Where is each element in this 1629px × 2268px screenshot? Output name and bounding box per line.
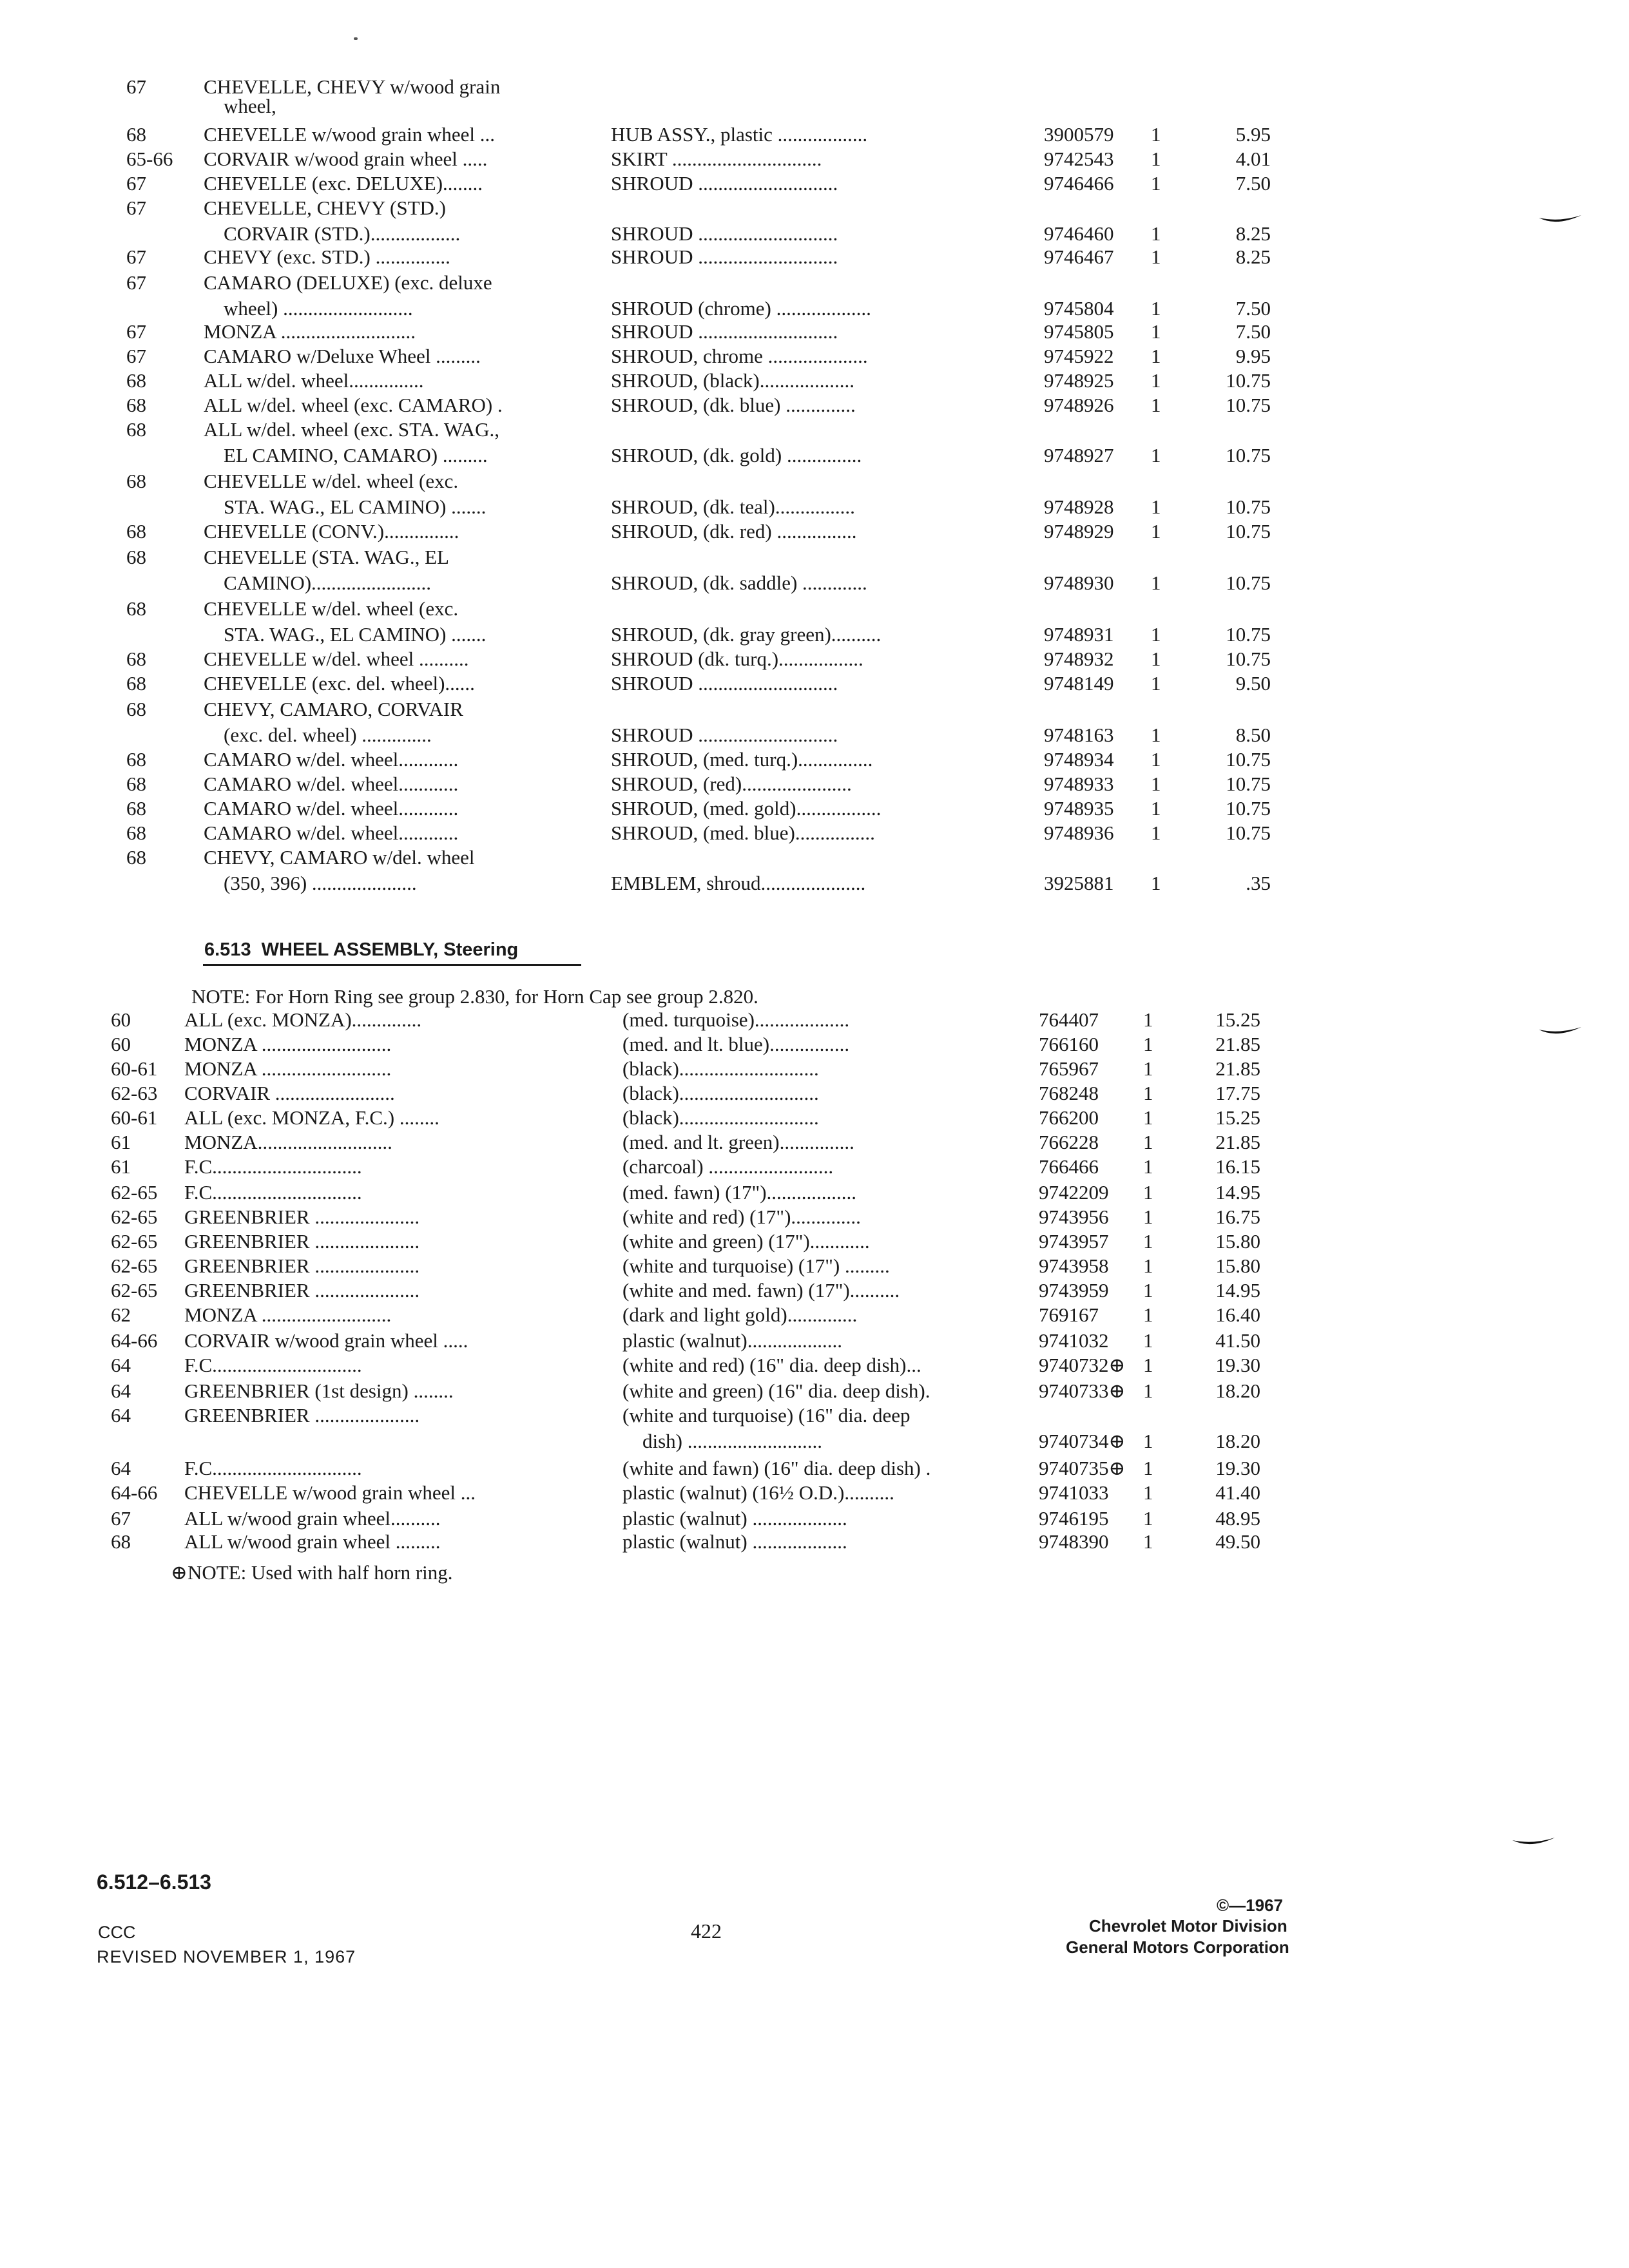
cell-number: 9748929 (1044, 520, 1114, 543)
section-6513-note: NOTE: For Horn Ring see group 2.830, for Horn Cap see group 2.820. (191, 985, 758, 1008)
cell-year: 60 (111, 1033, 131, 1055)
cell-model: ALL w/wood grain wheel.......... (184, 1507, 441, 1530)
cell-qty: 1 (1151, 369, 1161, 392)
cell-qty: 1 (1151, 172, 1161, 195)
cell-model: CHEVELLE w/del. wheel (exc. (204, 597, 459, 620)
cell-qty: 1 (1151, 297, 1161, 320)
cell-number: 9746466 (1044, 172, 1114, 195)
cell-price: 14.95 (1215, 1181, 1260, 1204)
cell-number: 9748926 (1044, 394, 1114, 416)
binder-tick-mark (1511, 1835, 1556, 1849)
cell-model: GREENBRIER ..................... (184, 1206, 420, 1228)
section-6513-footnote: ⊕NOTE: Used with half horn ring. (171, 1561, 453, 1584)
cell-qty: 1 (1151, 520, 1161, 543)
cell-part: SHROUD (chrome) ................... (611, 297, 871, 320)
cell-price: 9.95 (1235, 345, 1271, 367)
cell-price: 16.15 (1215, 1155, 1260, 1178)
cell-year: 68 (126, 797, 146, 820)
cell-part: (black)............................ (622, 1106, 819, 1129)
cell-part: dish) ........................... (622, 1430, 822, 1452)
cell-price: 8.25 (1235, 222, 1271, 245)
cell-qty: 1 (1151, 148, 1161, 170)
page-number: 422 (691, 1919, 722, 1943)
cell-year: 64 (111, 1379, 131, 1402)
cell-price: 49.50 (1215, 1530, 1260, 1553)
cell-qty: 1 (1143, 1430, 1153, 1452)
cell-year: 68 (126, 520, 146, 543)
cell-part: (white and green) (16" dia. deep dish). (622, 1379, 930, 1402)
cell-part: (white and red) (16" dia. deep dish)... (622, 1354, 921, 1376)
cell-qty: 1 (1151, 797, 1161, 820)
cell-year: 62-65 (111, 1254, 158, 1277)
cell-model: STA. WAG., EL CAMINO) ....... (204, 495, 487, 518)
cell-number: 9742543 (1044, 148, 1114, 170)
cell-part: SHROUD, (dk. gold) ............... (611, 444, 862, 466)
cell-number: 768248 (1039, 1082, 1099, 1104)
cell-number: 9740733⊕ (1039, 1379, 1126, 1402)
cell-year: 64-66 (111, 1329, 158, 1352)
cell-price: 15.25 (1215, 1008, 1260, 1031)
cell-year: 68 (126, 822, 146, 844)
cell-model: CORVAIR ........................ (184, 1082, 395, 1104)
cell-qty: 1 (1151, 672, 1161, 695)
cell-price: 10.75 (1226, 797, 1271, 820)
cell-number: 3900579 (1044, 123, 1114, 146)
cell-qty: 1 (1143, 1530, 1153, 1553)
cell-year: 67 (126, 172, 146, 195)
cell-qty: 1 (1143, 1507, 1153, 1530)
cell-qty: 1 (1151, 748, 1161, 771)
cell-price: 7.50 (1235, 297, 1271, 320)
cell-part: SHROUD, (dk. red) ................ (611, 520, 857, 543)
cell-number: 766466 (1039, 1155, 1099, 1178)
cell-part: SHROUD, (black)................... (611, 369, 854, 392)
cell-number: 9746460 (1044, 222, 1114, 245)
cell-price: 10.75 (1226, 773, 1271, 795)
cell-part: SHROUD ............................ (611, 172, 838, 195)
cell-model: ALL (exc. MONZA, F.C.) ........ (184, 1106, 439, 1129)
cell-price: 15.80 (1215, 1254, 1260, 1277)
cell-part: (black)............................ (622, 1082, 819, 1104)
cell-year: 60-61 (111, 1057, 158, 1080)
cell-model: ALL w/del. wheel (exc. STA. WAG., (204, 418, 499, 441)
corporation: General Motors Corporation (1066, 1937, 1289, 1957)
cell-year: 68 (126, 773, 146, 795)
cell-part: SHROUD ............................ (611, 222, 838, 245)
cell-year: 67 (126, 271, 146, 294)
cell-part: plastic (walnut) (16½ O.D.).......... (622, 1481, 894, 1504)
cell-model: MONZA........................... (184, 1131, 392, 1153)
cell-part: SHROUD (dk. turq.)................. (611, 648, 863, 670)
cell-model: (exc. del. wheel) .............. (204, 724, 432, 746)
cell-qty: 1 (1151, 345, 1161, 367)
cell-model: CAMINO)........................ (204, 572, 432, 594)
cell-price: 18.20 (1215, 1430, 1260, 1452)
cell-model: F.C.............................. (184, 1457, 362, 1479)
cell-model: F.C.............................. (184, 1155, 362, 1178)
cell-qty: 1 (1143, 1481, 1153, 1504)
cell-price: 10.75 (1226, 520, 1271, 543)
cell-model: ALL (exc. MONZA).............. (184, 1008, 422, 1031)
heading-underline (203, 964, 581, 966)
cell-model: MONZA ........................... (204, 320, 416, 343)
cell-model: GREENBRIER ..................... (184, 1230, 420, 1253)
cell-qty: 1 (1143, 1206, 1153, 1228)
cell-part: (black)............................ (622, 1057, 819, 1080)
cell-year: 61 (111, 1131, 131, 1153)
cell-model: CHEVELLE w/del. wheel (exc. (204, 470, 459, 492)
cell-part: SHROUD, (med. gold)................. (611, 797, 882, 820)
cell-price: 41.50 (1215, 1329, 1260, 1352)
cell-price: 16.40 (1215, 1303, 1260, 1326)
cell-year: 64 (111, 1457, 131, 1479)
cell-price: 19.30 (1215, 1354, 1260, 1376)
cell-part: SHROUD, (dk. saddle) ............. (611, 572, 867, 594)
cell-part: HUB ASSY., plastic .................. (611, 123, 868, 146)
cell-year: 65-66 (126, 148, 173, 170)
cell-year: 67 (126, 320, 146, 343)
cell-part: (white and green) (17")............ (622, 1230, 870, 1253)
cell-number: 9746467 (1044, 245, 1114, 268)
cell-number: 9748163 (1044, 724, 1114, 746)
cell-price: 10.75 (1226, 822, 1271, 844)
cell-qty: 1 (1143, 1033, 1153, 1055)
cell-year: 67 (126, 245, 146, 268)
cell-price: 19.30 (1215, 1457, 1260, 1479)
cell-number: 9748936 (1044, 822, 1114, 844)
cell-model: CHEVY, CAMARO, CORVAIR (204, 698, 463, 720)
cell-model: F.C.............................. (184, 1354, 362, 1376)
cell-part: (dark and light gold).............. (622, 1303, 858, 1326)
cell-part: SHROUD, (dk. blue) .............. (611, 394, 856, 416)
cell-price: 4.01 (1235, 148, 1271, 170)
cell-qty: 1 (1151, 245, 1161, 268)
cell-number: 9743959 (1039, 1279, 1109, 1302)
cell-number: 9741032 (1039, 1329, 1109, 1352)
cell-qty: 1 (1151, 495, 1161, 518)
cell-qty: 1 (1143, 1379, 1153, 1402)
cell-year: 68 (126, 123, 146, 146)
cell-qty: 1 (1143, 1057, 1153, 1080)
cell-part: SHROUD ............................ (611, 245, 838, 268)
cell-part: SKIRT .............................. (611, 148, 822, 170)
cell-number: 766228 (1039, 1131, 1099, 1153)
cell-qty: 1 (1143, 1303, 1153, 1326)
cell-year: 62 (111, 1303, 131, 1326)
cell-year: 68 (126, 748, 146, 771)
cell-year: 67 (126, 197, 146, 219)
cell-model: wheel, (204, 95, 276, 117)
cell-year: 68 (126, 470, 146, 492)
cell-model: CHEVELLE w/wood grain wheel ... (184, 1481, 476, 1504)
cell-number: 9742209 (1039, 1181, 1109, 1204)
cell-price: 10.75 (1226, 623, 1271, 646)
cell-year: 68 (111, 1530, 131, 1553)
cell-year: 68 (126, 597, 146, 620)
cell-year: 68 (126, 369, 146, 392)
cell-year: 68 (126, 698, 146, 720)
cell-number: 9748928 (1044, 495, 1114, 518)
cell-year: 62-63 (111, 1082, 158, 1104)
cell-price: 14.95 (1215, 1279, 1260, 1302)
cell-part: SHROUD, (dk. gray green).......... (611, 623, 882, 646)
cell-part: plastic (walnut) ................... (622, 1507, 847, 1530)
cell-model: MONZA .......................... (184, 1057, 392, 1080)
cell-model: CAMARO w/Deluxe Wheel ......... (204, 345, 481, 367)
cell-number: 9740735⊕ (1039, 1457, 1126, 1479)
cell-number: 769167 (1039, 1303, 1099, 1326)
cell-year: 67 (126, 345, 146, 367)
cell-part: SHROUD, (dk. teal)................ (611, 495, 855, 518)
cell-year: 68 (126, 648, 146, 670)
cell-part: (white and med. fawn) (17").......... (622, 1279, 900, 1302)
cell-qty: 1 (1143, 1106, 1153, 1129)
cell-year: 64 (111, 1354, 131, 1376)
cell-price: 41.40 (1215, 1481, 1260, 1504)
cell-price: 18.20 (1215, 1379, 1260, 1402)
cell-qty: 1 (1151, 648, 1161, 670)
cell-part: (white and turquoise) (17") ......... (622, 1254, 890, 1277)
cell-part: (med. and lt. green)............... (622, 1131, 854, 1153)
cell-price: 10.75 (1226, 572, 1271, 594)
cell-number: 3925881 (1044, 872, 1114, 894)
cell-model: GREENBRIER (1st design) ........ (184, 1379, 454, 1402)
cell-number: 9748149 (1044, 672, 1114, 695)
cell-price: 15.25 (1215, 1106, 1260, 1129)
cell-model: (350, 396) ..................... (204, 872, 417, 894)
cell-model: GREENBRIER ..................... (184, 1254, 420, 1277)
cell-qty: 1 (1143, 1254, 1153, 1277)
cell-part: SHROUD, (med. turq.)............... (611, 748, 873, 771)
cell-number: 9741033 (1039, 1481, 1109, 1504)
cell-number: 9748927 (1044, 444, 1114, 466)
cell-year: 68 (126, 546, 146, 568)
binder-tick-mark (1537, 1024, 1583, 1039)
binder-tick-mark (1537, 213, 1583, 227)
cell-model: wheel) .......................... (204, 297, 413, 320)
cell-model: CORVAIR w/wood grain wheel ..... (204, 148, 488, 170)
cell-model: ALL w/del. wheel............... (204, 369, 424, 392)
cell-model: MONZA .......................... (184, 1303, 392, 1326)
cell-price: 48.95 (1215, 1507, 1260, 1530)
cell-part: (med. fawn) (17").................. (622, 1181, 857, 1204)
cell-number: 9743958 (1039, 1254, 1109, 1277)
cell-model: CHEVELLE, CHEVY w/wood grain (204, 75, 501, 98)
cell-model: ALL w/wood grain wheel ......... (184, 1530, 441, 1553)
cell-year: 62-65 (111, 1206, 158, 1228)
cell-year: 62-65 (111, 1181, 158, 1204)
cell-price: 7.50 (1235, 172, 1271, 195)
cell-model: MONZA .......................... (184, 1033, 392, 1055)
cell-year: 68 (126, 394, 146, 416)
catalog-code: CCC (98, 1923, 136, 1942)
cell-qty: 1 (1143, 1279, 1153, 1302)
cell-number: 764407 (1039, 1008, 1099, 1031)
cell-number: 9740732⊕ (1039, 1354, 1126, 1376)
cell-model: CAMARO w/del. wheel............ (204, 748, 459, 771)
cell-model: CHEVELLE w/wood grain wheel ... (204, 123, 495, 146)
cell-number: 9745804 (1044, 297, 1114, 320)
cell-number: 9748935 (1044, 797, 1114, 820)
cell-model: GREENBRIER ..................... (184, 1279, 420, 1302)
cell-qty: 1 (1151, 222, 1161, 245)
cell-number: 9748925 (1044, 369, 1114, 392)
cell-number: 9748931 (1044, 623, 1114, 646)
cell-part: (white and turquoise) (16" dia. deep (622, 1404, 911, 1427)
cell-price: 10.75 (1226, 394, 1271, 416)
cell-model: EL CAMINO, CAMARO) ......... (204, 444, 488, 466)
cell-price: 10.75 (1226, 369, 1271, 392)
cell-model: CAMARO w/del. wheel............ (204, 822, 459, 844)
cell-number: 9740734⊕ (1039, 1430, 1126, 1452)
cell-part: (white and fawn) (16" dia. deep dish) . (622, 1457, 931, 1479)
cell-number: 9743957 (1039, 1230, 1109, 1253)
cell-model: CHEVELLE (exc. DELUXE)........ (204, 172, 483, 195)
cell-price: 5.95 (1235, 123, 1271, 146)
cell-number: 9746195 (1039, 1507, 1109, 1530)
cell-number: 9748932 (1044, 648, 1114, 670)
cell-price: 17.75 (1215, 1082, 1260, 1104)
cell-model: F.C.............................. (184, 1181, 362, 1204)
cell-number: 9748930 (1044, 572, 1114, 594)
cell-qty: 1 (1151, 623, 1161, 646)
cell-model: CHEVELLE (STA. WAG., EL (204, 546, 449, 568)
cell-year: 68 (126, 418, 146, 441)
section-6513-heading: 6.513 WHEEL ASSEMBLY, Steering (204, 939, 519, 960)
cell-qty: 1 (1151, 872, 1161, 894)
cell-qty: 1 (1143, 1082, 1153, 1104)
cell-year: 60 (111, 1008, 131, 1031)
cell-price: 10.75 (1226, 495, 1271, 518)
cell-part: (med. and lt. blue)................ (622, 1033, 850, 1055)
cell-part: (charcoal) ......................... (622, 1155, 834, 1178)
cell-model: CHEVY (exc. STD.) ............... (204, 245, 450, 268)
cell-year: 62-65 (111, 1230, 158, 1253)
cell-price: 7.50 (1235, 320, 1271, 343)
cell-price: 21.85 (1215, 1131, 1260, 1153)
cell-qty: 1 (1143, 1230, 1153, 1253)
cell-part: SHROUD, (med. blue)................ (611, 822, 875, 844)
cell-model: CORVAIR w/wood grain wheel ..... (184, 1329, 468, 1352)
cell-qty: 1 (1151, 822, 1161, 844)
cell-year: 64-66 (111, 1481, 158, 1504)
cell-price: 9.50 (1235, 672, 1271, 695)
cell-year: 62-65 (111, 1279, 158, 1302)
cell-qty: 1 (1151, 320, 1161, 343)
cell-qty: 1 (1143, 1457, 1153, 1479)
cell-model: CAMARO w/del. wheel............ (204, 773, 459, 795)
cell-part: plastic (walnut) ................... (622, 1530, 847, 1553)
cell-qty: 1 (1151, 773, 1161, 795)
cell-price: 8.50 (1235, 724, 1271, 746)
cell-part: SHROUD ............................ (611, 672, 838, 695)
revised-date: REVISED NOVEMBER 1, 1967 (97, 1947, 356, 1966)
cell-qty: 1 (1143, 1155, 1153, 1178)
cell-price: 15.80 (1215, 1230, 1260, 1253)
cell-model: CHEVELLE, CHEVY (STD.) (204, 197, 446, 219)
copyright: ©—1967 (1217, 1896, 1283, 1915)
cell-model: CAMARO (DELUXE) (exc. deluxe (204, 271, 492, 294)
cell-part: SHROUD ............................ (611, 320, 838, 343)
cell-number: 9748390 (1039, 1530, 1109, 1553)
cell-model: CHEVELLE (exc. del. wheel)...... (204, 672, 475, 695)
cell-qty: 1 (1143, 1008, 1153, 1031)
cell-qty: 1 (1143, 1181, 1153, 1204)
cell-part: SHROUD, chrome .................... (611, 345, 868, 367)
cell-model: GREENBRIER ..................... (184, 1404, 420, 1427)
group-range: 6.512–6.513 (97, 1870, 211, 1894)
cell-model: ALL w/del. wheel (exc. CAMARO) . (204, 394, 503, 416)
cell-qty: 1 (1151, 394, 1161, 416)
cell-part: plastic (walnut)................... (622, 1329, 842, 1352)
cell-number: 9745922 (1044, 345, 1114, 367)
cell-model: CAMARO w/del. wheel............ (204, 797, 459, 820)
cell-price: 16.75 (1215, 1206, 1260, 1228)
cell-qty: 1 (1151, 572, 1161, 594)
cell-model: STA. WAG., EL CAMINO) ....... (204, 623, 487, 646)
cell-qty: 1 (1151, 123, 1161, 146)
scan-speck (354, 37, 358, 40)
cell-qty: 1 (1143, 1131, 1153, 1153)
cell-price: 10.75 (1226, 748, 1271, 771)
cell-model: CHEVELLE w/del. wheel .......... (204, 648, 469, 670)
cell-part: EMBLEM, shroud..................... (611, 872, 866, 894)
cell-year: 60-61 (111, 1106, 158, 1129)
cell-part: SHROUD, (red)...................... (611, 773, 852, 795)
cell-number: 9745805 (1044, 320, 1114, 343)
cell-model: CHEVELLE (CONV.)............... (204, 520, 459, 543)
cell-number: 766160 (1039, 1033, 1099, 1055)
cell-year: 68 (126, 672, 146, 695)
cell-year: 64 (111, 1404, 131, 1427)
cell-number: 9743956 (1039, 1206, 1109, 1228)
cell-price: 8.25 (1235, 245, 1271, 268)
cell-year: 67 (111, 1507, 131, 1530)
cell-price: 10.75 (1226, 444, 1271, 466)
cell-part: SHROUD ............................ (611, 724, 838, 746)
cell-qty: 1 (1151, 724, 1161, 746)
cell-year: 61 (111, 1155, 131, 1178)
cell-qty: 1 (1143, 1354, 1153, 1376)
cell-number: 766200 (1039, 1106, 1099, 1129)
cell-price: 10.75 (1226, 648, 1271, 670)
cell-part: (white and red) (17").............. (622, 1206, 861, 1228)
cell-price: 21.85 (1215, 1033, 1260, 1055)
cell-qty: 1 (1143, 1329, 1153, 1352)
cell-year: 67 (126, 75, 146, 98)
cell-number: 9748933 (1044, 773, 1114, 795)
cell-number: 9748934 (1044, 748, 1114, 771)
cell-qty: 1 (1151, 444, 1161, 466)
cell-part: (med. turquoise)................... (622, 1008, 850, 1031)
cell-model: CHEVY, CAMARO w/del. wheel (204, 846, 475, 869)
cell-number: 765967 (1039, 1057, 1099, 1080)
cell-year: 68 (126, 846, 146, 869)
cell-price: .35 (1246, 872, 1271, 894)
cell-model: CORVAIR (STD.).................. (204, 222, 461, 245)
division: Chevrolet Motor Division (1089, 1916, 1287, 1936)
cell-price: 21.85 (1215, 1057, 1260, 1080)
